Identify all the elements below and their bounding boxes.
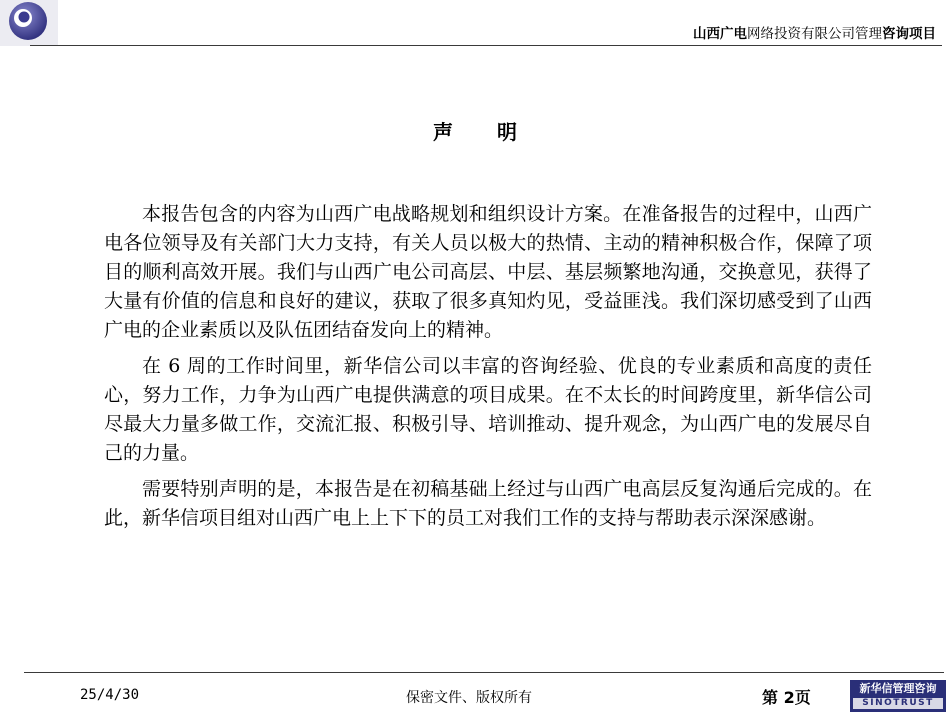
- orb-logo-icon: [0, 0, 58, 46]
- paragraph-3: 需要特别声明的是，本报告是在初稿基础上经过与山西广电高层反复沟通后完成的。在此，新华信项目组对山西广电上上下下的员工对我们工作的支持与帮助表示深深感谢。: [104, 478, 872, 529]
- brand-logo: [850, 680, 946, 712]
- footer-confidential: 保密文件、版权所有: [406, 690, 532, 706]
- header-divider: [30, 45, 942, 46]
- page-title: 声明: [433, 120, 561, 144]
- footer-divider: [24, 672, 944, 673]
- brand-name-en: SINOTRUST: [853, 698, 943, 709]
- header-project: 咨询项目: [882, 26, 936, 42]
- brand-name-cn: 新华信管理咨询: [859, 682, 937, 695]
- header-title: [693, 22, 936, 42]
- paragraph-2: 在 6 周的工作时间里，新华信公司以丰富的咨询经验、优良的专业素质和高度的责任心，努力工作，力争为山西广电提供满意的项目成果。在不太长的时间跨度里，新华信公司尽最大力量多做工作，交流汇报、积极引导、培训推动、提升观念，为山西广电的发展尽自己的力量。: [104, 355, 872, 464]
- footer-date: 25/4/30: [80, 687, 140, 703]
- header-company: 山西广电: [693, 26, 747, 42]
- company-logo: [0, 0, 58, 46]
- page-number: 第 2页: [762, 688, 811, 707]
- statement-body: [104, 200, 872, 540]
- paragraph-1: 本报告包含的内容为山西广电战略规划和组织设计方案。在准备报告的过程中，山西广电各位领导及有关部门大力支持，有关人员以极大的热情、主动的精神积极合作，保障了项目的顺利高效开展。我们与山西广电公司高层、中层、基层频繁地沟通，交换意见，获得了大量有价值的信息和良好的建议，获取了很多真知灼见，受益匪浅。我们深切感受到了山西广电的企业素质以及队伍团结奋发向上的精神。: [104, 203, 872, 341]
- header-middle: 网络投资有限公司管理: [747, 26, 882, 42]
